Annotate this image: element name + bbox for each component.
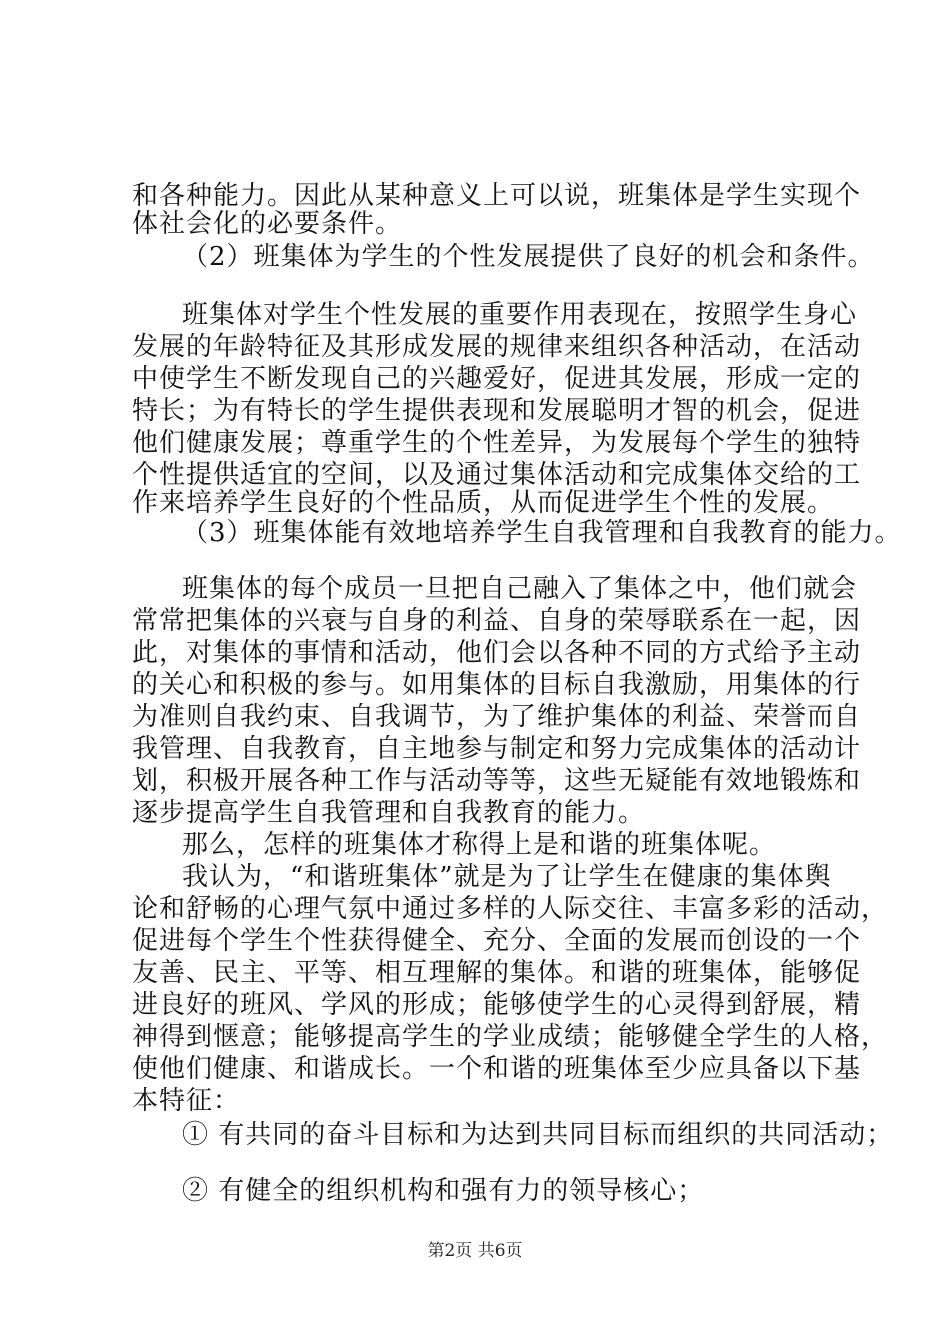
text-line: 班集体对学生个性发展的重要作用表现在，按照学生身心 [182,300,858,330]
text-line: （2）班集体为学生的个性发展提供了良好的机会和条件。 [182,242,875,272]
text-line: 班集体的每个成员一旦把自己融入了集体之中，他们就会 [182,574,858,604]
text-line: 为准则自我约束、自我调节，为了维护集体的利益、荣誉而自 [132,702,862,732]
text-line: 常常把集体的兴衰与自身的利益、自身的荣辱联系在一起，因 [132,606,862,636]
text-line: 个性提供适宜的空间，以及通过集体活动和完成集体交给的工 [132,460,862,490]
list-item: ② 有健全的组织机构和强有力的领导核心； [182,1176,705,1206]
text-line: 那么，怎样的班集体才称得上是和谐的班集体呢。 [182,830,777,860]
text-line: 促进每个学生个性获得健全、充分、全面的发展而创设的一个 [132,926,862,956]
text-line: 使他们健康、和谐成长。一个和谐的班集体至少应具备以下基 [132,1054,862,1084]
text-line: 的关心和积极的参与。如用集体的目标自我激励，用集体的行 [132,670,862,700]
text-line: （3）班集体能有效地培养学生自我管理和自我教育的能力。 [182,518,902,548]
text-line: 逐步提高学生自我管理和自我教育的能力。 [132,798,646,828]
text-line: 和各种能力。因此从某种意义上可以说，班集体是学生实现个 [132,181,862,211]
text-line: 我认为，“和谐班集体”就是为了让学生在健康的集体舆 [182,862,832,892]
text-line: 中使学生不断发现自己的兴趣爱好，促进其发展，形成一定的 [132,364,862,394]
text-line: 我管理、自我教育，自主地参与制定和努力完成集体的活动计 [132,734,862,764]
text-line: 他们健康发展；尊重学生的个性差异，为发展每个学生的独特 [132,428,862,458]
page-footer: 第2页 共6页 [427,1241,523,1261]
text-line: 友善、民主、平等、相互理解的集体。和谐的班集体，能够促 [132,958,862,988]
text-line: 此，对集体的事情和活动，他们会以各种不同的方式给予主动 [132,638,862,668]
text-line: 特长；为有特长的学生提供表现和发展聪明才智的机会，促进 [132,396,862,426]
text-line: 作来培养学生良好的个性品质，从而促进学生个性的发展。 [132,488,835,518]
list-item: ① 有共同的奋斗目标和为达到共同目标而组织的共同活动； [182,1120,894,1150]
text-line: 神得到惬意；能够提高学生的学业成绩；能够健全学生的人格， [132,1022,889,1052]
text-line: 论和舒畅的心理气氛中通过多样的人际交往、丰富多彩的活动， [132,894,889,924]
text-line: 体社会化的必要条件。 [132,209,403,239]
text-line: 进良好的班风、学风的形成；能够使学生的心灵得到舒展，精 [132,990,862,1020]
text-line: 发展的年龄特征及其形成发展的规律来组织各种活动，在活动 [132,332,862,362]
text-line: 本特征： [132,1086,241,1116]
text-line: 划，积极开展各种工作与活动等等，这些无疑能有效地锻炼和 [132,766,862,796]
